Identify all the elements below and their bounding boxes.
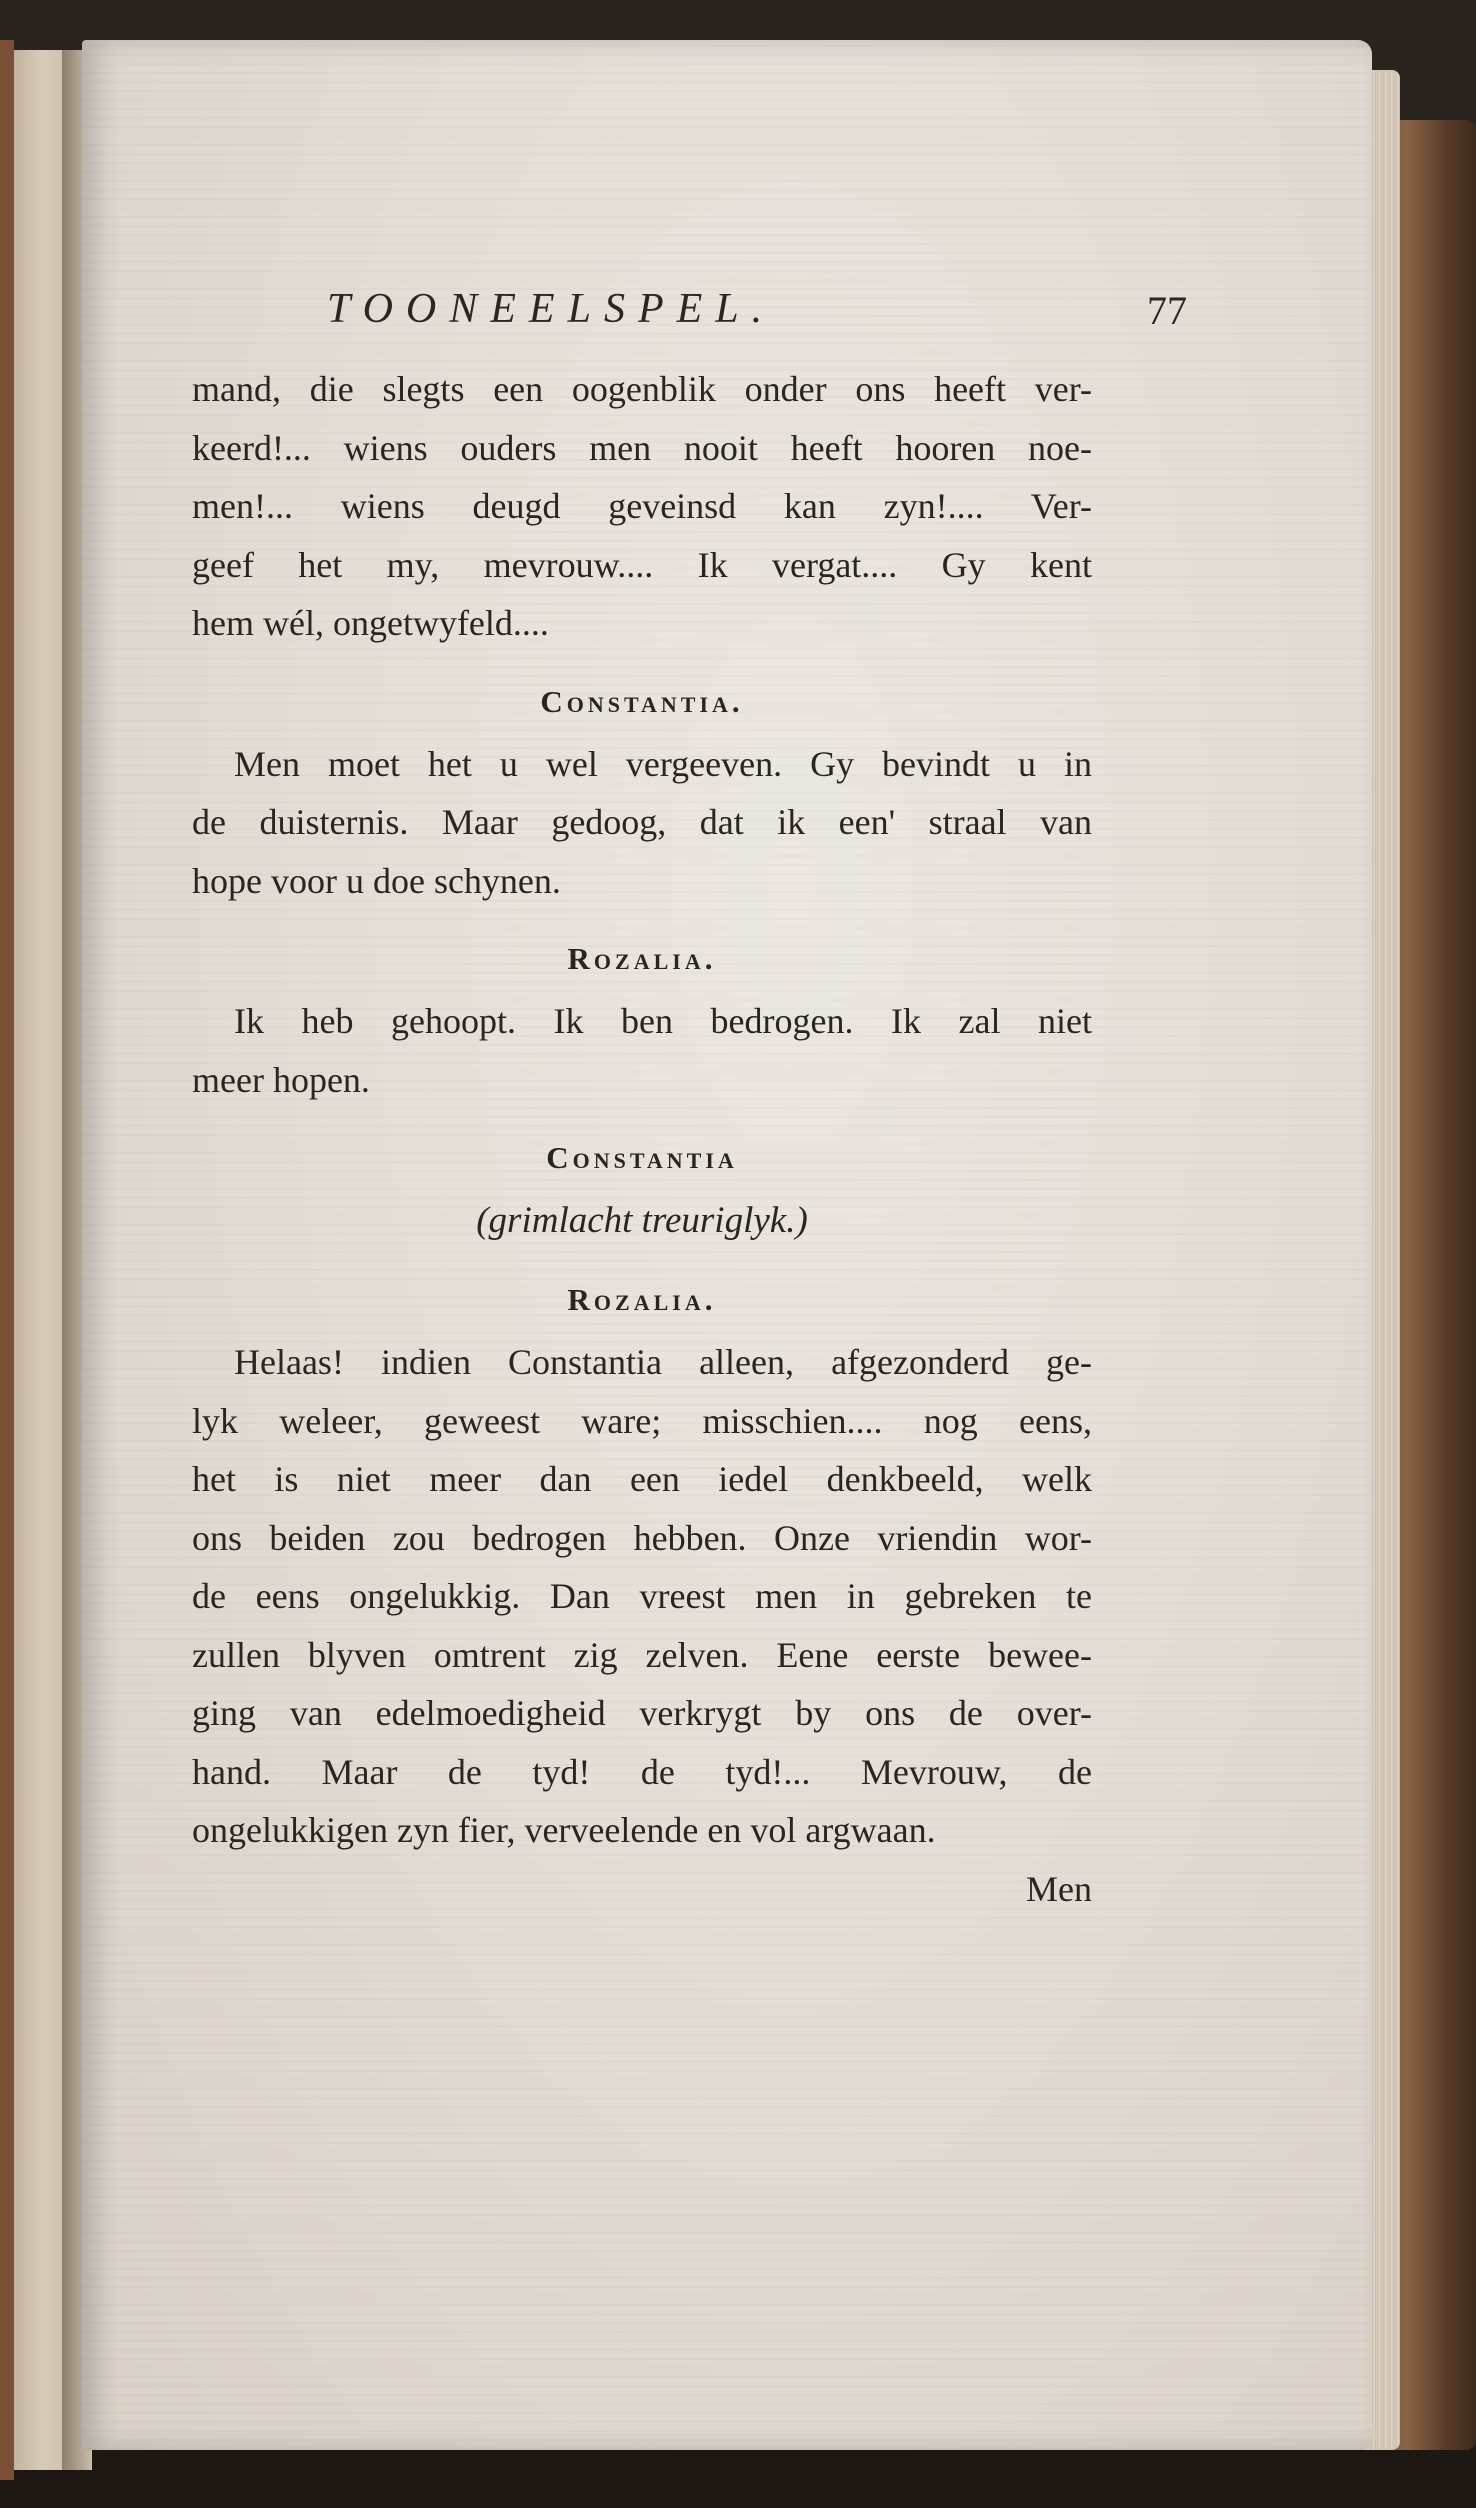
speaker-name: Constantia bbox=[546, 1140, 738, 1175]
text-line: hem wél, ongetwyfeld.... bbox=[192, 603, 549, 643]
text-line: geef het my, mevrouw.... Ik vergat.... Gy kent bbox=[192, 544, 1092, 585]
text-line: lyk weleer, geweest ware; misschien.... nog eens, bbox=[192, 1400, 1092, 1441]
text-line: Men moet het u wel vergeeven. Gy bevindt u in bbox=[234, 743, 1092, 784]
text-line: Ik heb gehoopt. Ik ben bedrogen. Ik zal niet bbox=[234, 1001, 1092, 1041]
paragraph bbox=[192, 1333, 1092, 1860]
running-title: TOONEELSPEL. bbox=[327, 286, 776, 332]
text-line: de duisternis. Maar gedoog, dat ik een' straal van bbox=[192, 802, 1092, 842]
text-line: het is niet meer dan een iedel denkbeeld, welk bbox=[192, 1459, 1092, 1499]
text-line: Helaas! indien Constantia alleen, afgezonderd ge- bbox=[234, 1342, 1092, 1382]
paragraph bbox=[192, 735, 1092, 911]
stage-direction: (grimlacht treuriglyk.) bbox=[476, 1200, 808, 1241]
book-page bbox=[82, 40, 1372, 2450]
page-number: 77 bbox=[1147, 288, 1187, 333]
text-line: hope voor u doe schynen. bbox=[192, 860, 561, 901]
text-line: ongelukkigen zyn fier, verveelende en vol argwaan. bbox=[192, 1810, 936, 1850]
text-line: mand, die slegts een oogenblik onder ons heeft ver- bbox=[192, 369, 1092, 409]
text-line: ons beiden zou bedrogen hebben. Onze vriendin wor- bbox=[192, 1517, 1092, 1558]
catchword: Men bbox=[1026, 1868, 1092, 1909]
page-text bbox=[192, 360, 1092, 1918]
text-line: hand. Maar de tyd! de tyd!... Mevrouw, de bbox=[192, 1751, 1092, 1792]
book-cover-left bbox=[0, 40, 14, 2480]
paragraph bbox=[192, 360, 1092, 653]
text-line: keerd!... wiens ouders men nooit heeft hooren noe- bbox=[192, 427, 1092, 468]
text-line: meer hopen. bbox=[192, 1059, 370, 1100]
speaker-name: Rozalia. bbox=[567, 1282, 717, 1317]
paragraph bbox=[192, 992, 1092, 1109]
speaker-name: Rozalia. bbox=[567, 941, 717, 976]
text-line: ging van edelmoedigheid verkrygt by ons de over- bbox=[192, 1693, 1092, 1733]
text-line: men!... wiens deugd geveinsd kan zyn!.... Ver- bbox=[192, 486, 1092, 526]
text-line: zullen blyven omtrent zig zelven. Eene eerste bewee- bbox=[192, 1634, 1092, 1675]
text-line: de eens ongelukkig. Dan vreest men in gebreken te bbox=[192, 1576, 1092, 1616]
speaker-name: Constantia. bbox=[540, 683, 744, 719]
page-header bbox=[327, 285, 1187, 345]
